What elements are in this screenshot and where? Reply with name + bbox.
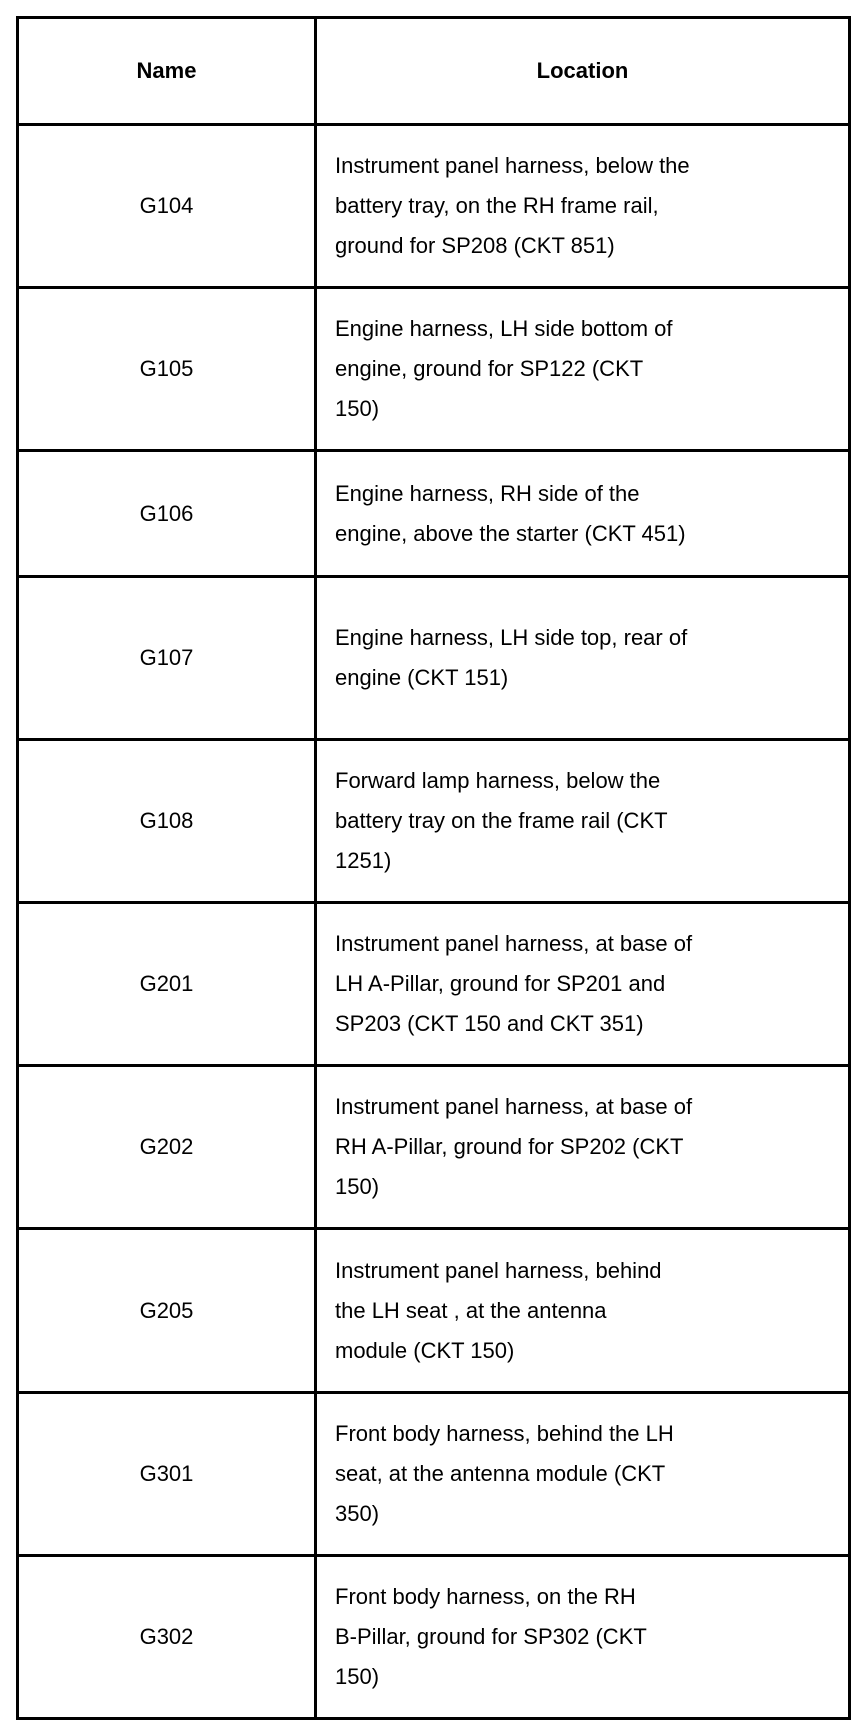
name-cell: G202: [18, 1066, 316, 1229]
table-row: [18, 451, 850, 577]
name-cell: G108: [18, 739, 316, 902]
name-cell: G302: [18, 1555, 316, 1718]
location-cell: Engine harness, LH side bottom of engine, ground for SP122 (CKT 150): [316, 288, 850, 451]
location-cell: Engine harness, LH side top, rear of engine (CKT 151): [316, 576, 850, 739]
table-row: [18, 576, 850, 739]
location-cell: Engine harness, RH side of the engine, above the starter (CKT 451): [316, 451, 850, 577]
location-cell: Forward lamp harness, below the battery tray on the frame rail (CKT 1251): [316, 739, 850, 902]
column-header-location: Location: [316, 18, 850, 125]
ground-location-table-container: [16, 16, 848, 1720]
name-cell: G201: [18, 903, 316, 1066]
location-cell: Instrument panel harness, below the battery tray, on the RH frame rail, ground for SP208 (CKT 851): [316, 125, 850, 288]
name-cell: G104: [18, 125, 316, 288]
name-cell: G205: [18, 1229, 316, 1392]
column-header-name: Name: [18, 18, 316, 125]
table-row: [18, 1555, 850, 1718]
name-cell: G105: [18, 288, 316, 451]
table-row: [18, 288, 850, 451]
table-row: [18, 125, 850, 288]
location-cell: Front body harness, on the RH B-Pillar, ground for SP302 (CKT 150): [316, 1555, 850, 1718]
location-cell: Instrument panel harness, at base of RH A-Pillar, ground for SP202 (CKT 150): [316, 1066, 850, 1229]
name-cell: G106: [18, 451, 316, 577]
table-row: [18, 1229, 850, 1392]
table-row: [18, 1066, 850, 1229]
name-cell: G301: [18, 1392, 316, 1555]
table-row: [18, 739, 850, 902]
location-cell: Instrument panel harness, at base of LH A-Pillar, ground for SP201 and SP203 (CKT 150 and CKT 351): [316, 903, 850, 1066]
location-cell: Front body harness, behind the LH seat, at the antenna module (CKT 350): [316, 1392, 850, 1555]
table-row: [18, 903, 850, 1066]
ground-location-table: [16, 16, 851, 1720]
table-header-row: [18, 18, 850, 125]
table-row: [18, 1392, 850, 1555]
location-cell: Instrument panel harness, behind the LH seat , at the antenna module (CKT 150): [316, 1229, 850, 1392]
name-cell: G107: [18, 576, 316, 739]
